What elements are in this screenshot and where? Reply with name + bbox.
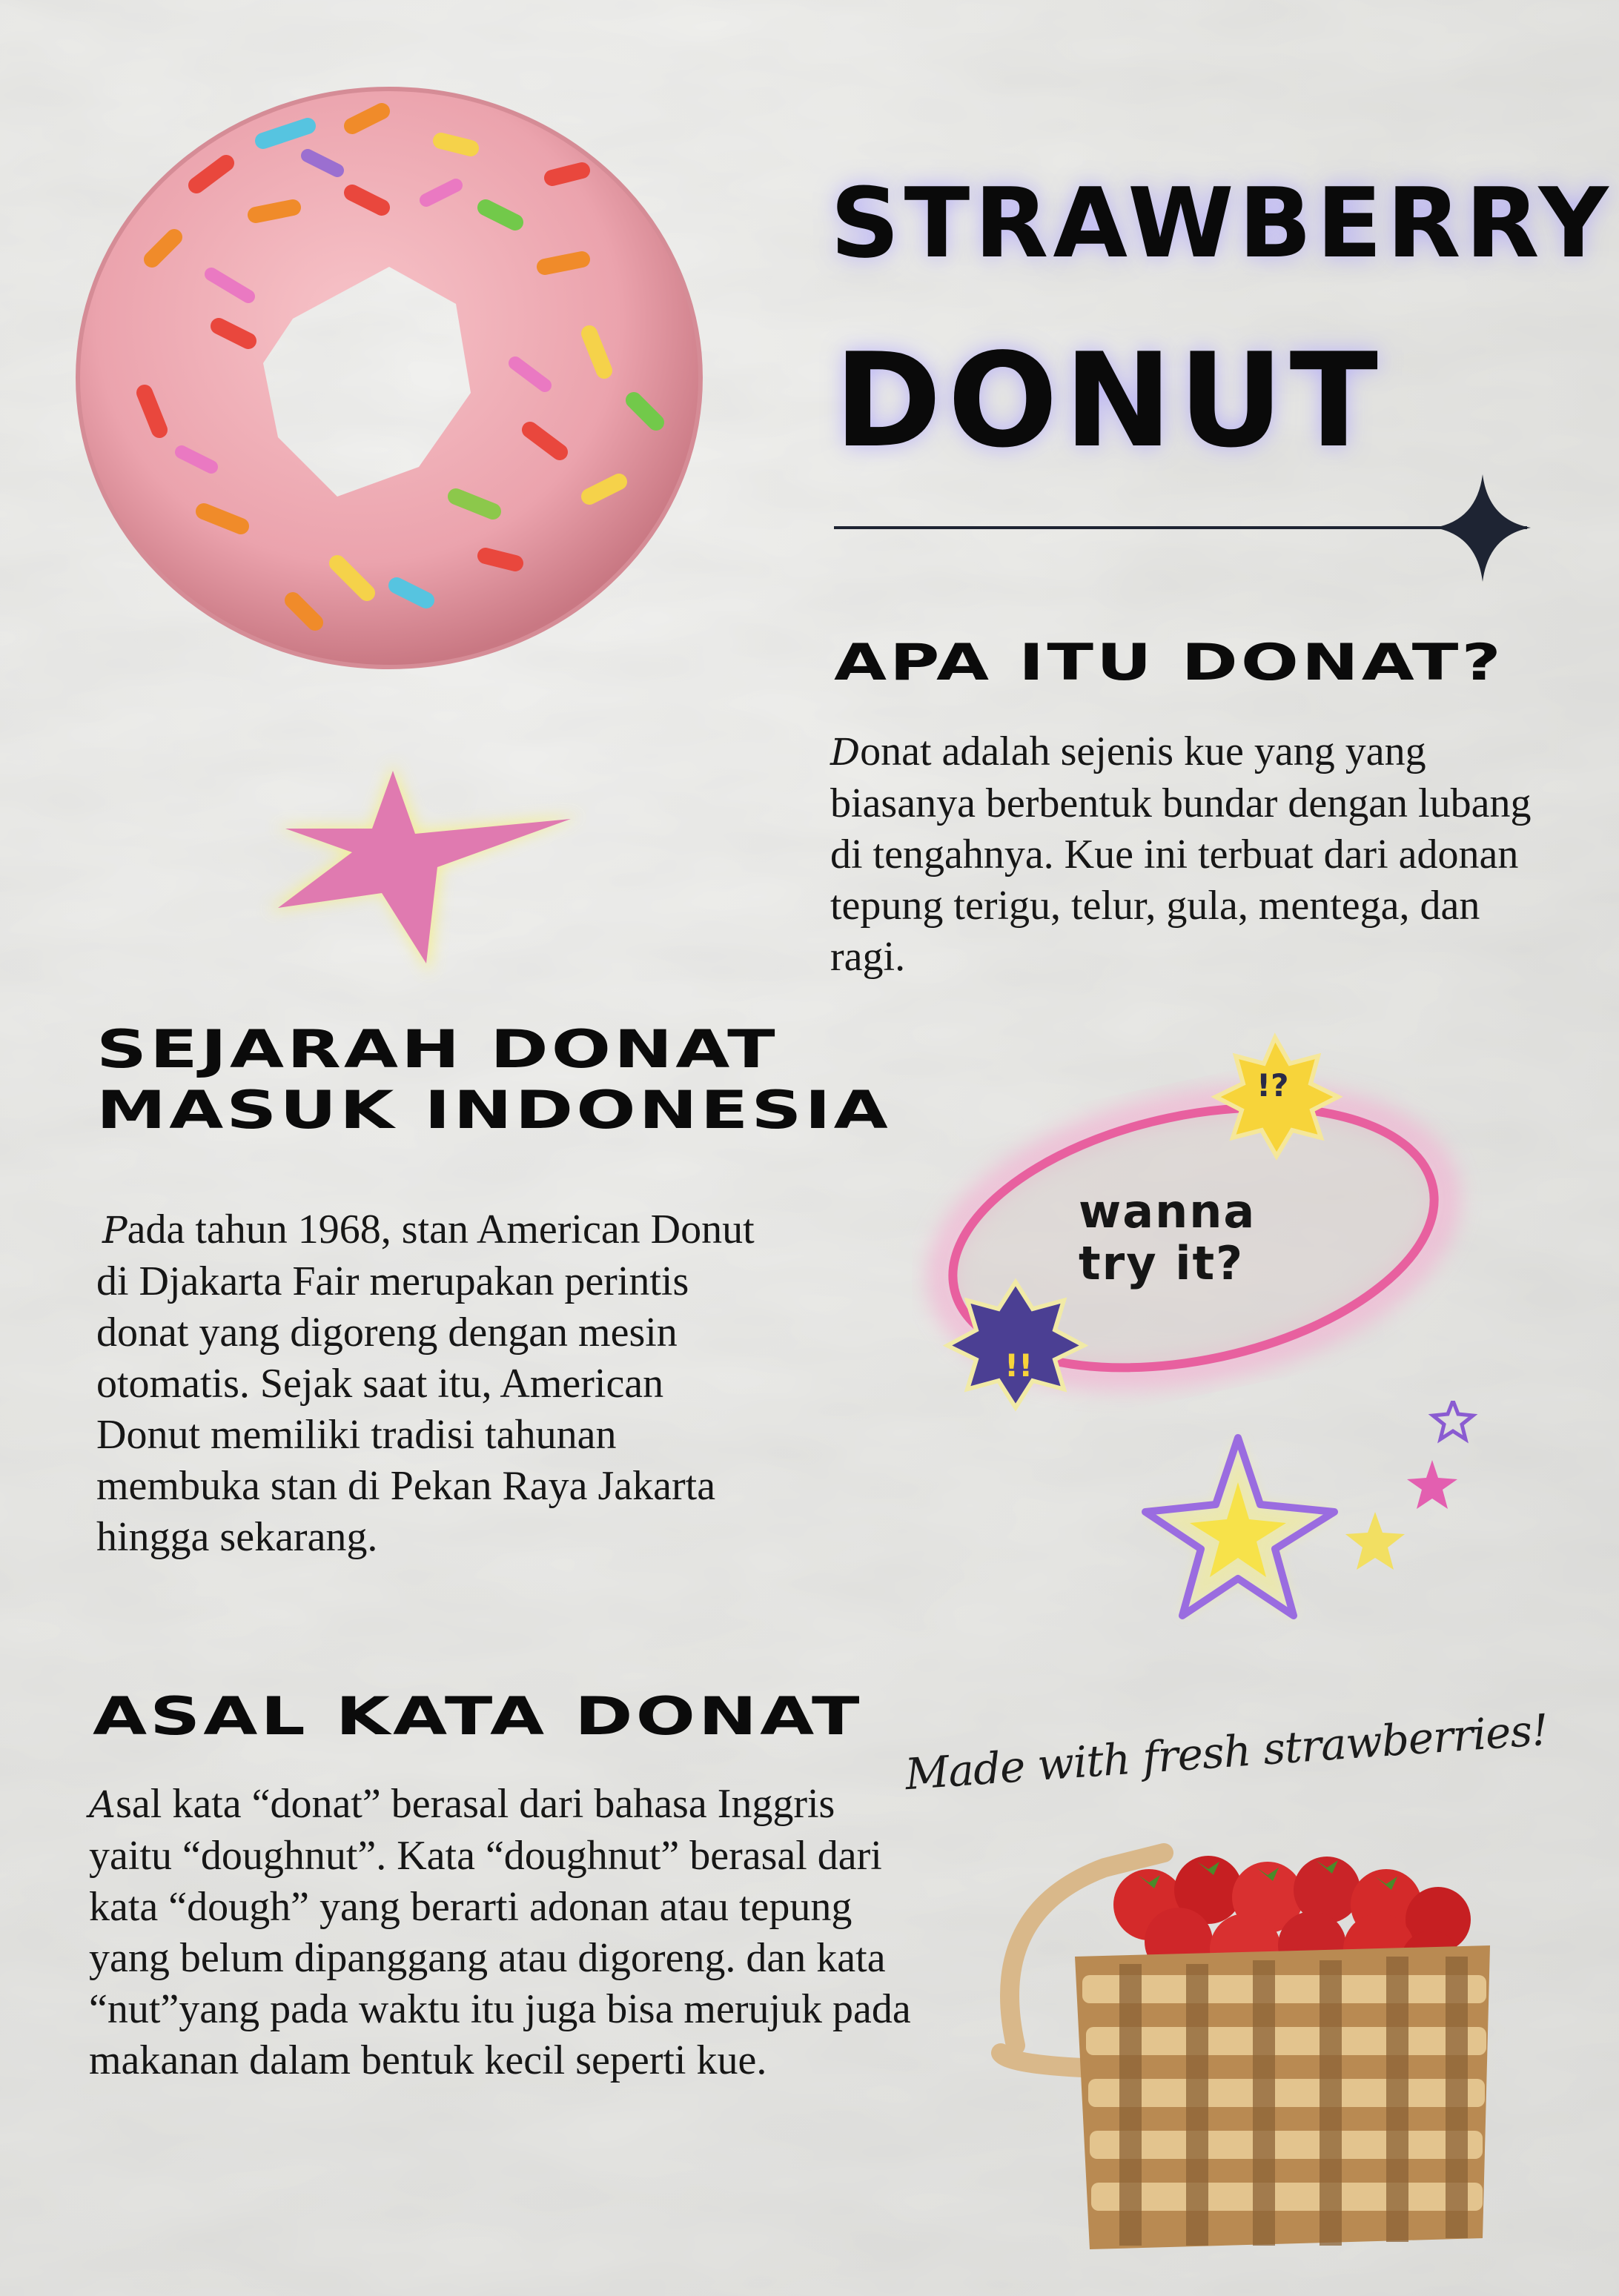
heading-sejarah-line1: SEJARAH DONAT bbox=[96, 1019, 778, 1080]
small-pink-star bbox=[1407, 1460, 1457, 1509]
tagline-script: Made with fresh strawberries! bbox=[903, 1704, 1550, 1800]
strawberry-basket-image bbox=[971, 1823, 1557, 2260]
heading-sejarah bbox=[96, 1019, 891, 1141]
dropcap: P bbox=[102, 1209, 128, 1252]
title-divider bbox=[830, 474, 1542, 593]
pink-star-decoration bbox=[245, 741, 600, 993]
small-outline-star bbox=[1433, 1401, 1473, 1439]
wanna-try-sticker bbox=[912, 1023, 1490, 1438]
badge-bottom-burst bbox=[947, 1282, 1084, 1407]
heading-sejarah-line2: MASUK INDONESIA bbox=[96, 1080, 891, 1141]
dropcap: D bbox=[830, 731, 861, 774]
sticker-line2: try it? bbox=[1079, 1236, 1245, 1290]
badge-bottom-text: !! bbox=[1004, 1347, 1033, 1384]
sticker-line1: wanna bbox=[1079, 1184, 1257, 1238]
paragraph-sejarah bbox=[96, 1204, 764, 1563]
title-donut: DONUT bbox=[834, 326, 1384, 477]
dropcap: A bbox=[89, 1783, 116, 1826]
paragraph-text: onat adalah sejenis kue yang yang biasanya berbentuk bundar dengan lubang di tengahnya. Kue ini terbuat dari adonan tepung terigu, telur, gula, mentega, dan ragi. bbox=[830, 729, 1532, 980]
donut-image bbox=[70, 82, 715, 697]
paragraph-apa-itu-donat bbox=[830, 726, 1542, 983]
basket-body bbox=[1075, 1945, 1490, 2249]
badge-top-text: !? bbox=[1257, 1067, 1289, 1104]
heading-asal-kata: ASAL KATA DONAT bbox=[93, 1686, 863, 1747]
stars-cluster-decoration bbox=[1127, 1401, 1497, 1645]
paragraph-text: sal kata “donat” berasal dari bahasa Inggris yaitu “doughnut”. Kata “doughnut” berasal dari kata “dough” yang berarti adonan atau tepung yang belum dipanggang atau digoreng. dan kata “nut”yang pada waktu itu juga bisa merujuk pada makanan dalam bentuk kecil seperti kue. bbox=[89, 1781, 911, 2083]
sticker-text bbox=[1079, 1186, 1256, 1290]
sparkle-icon bbox=[1434, 474, 1531, 582]
medium-yellow-star bbox=[1345, 1512, 1405, 1570]
paragraph-text: ada tahun 1968, stan American Donut di Djakarta Fair merupakan perintis donat yang digoreng dengan mesin otomatis. Sejak saat itu, American Donut memiliki tradisi tahunan membuka stan di Pekan Raya Jakarta hingga sekarang. bbox=[96, 1207, 755, 1560]
title-strawberry: STRAWBERRY bbox=[830, 167, 1613, 279]
heading-apa-itu-donat: APA ITU DONAT? bbox=[834, 634, 1504, 692]
paragraph-asal-kata bbox=[89, 1779, 927, 2086]
